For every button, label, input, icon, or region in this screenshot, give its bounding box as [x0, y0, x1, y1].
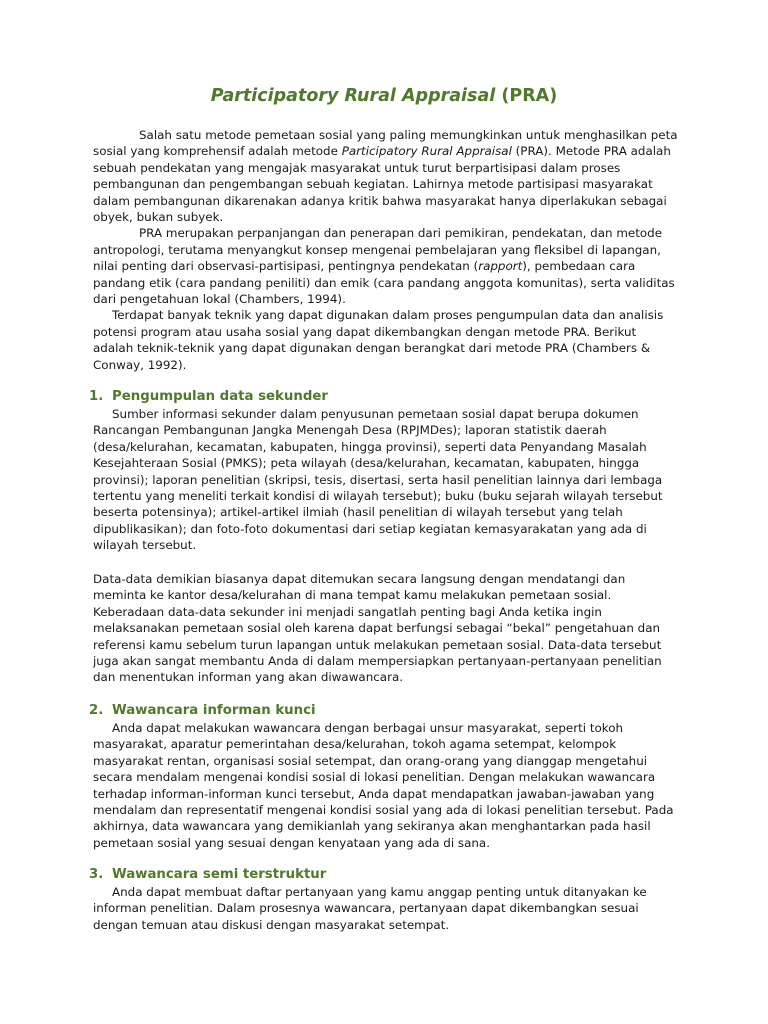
intro-paragraph-2: PRA merupakan perpanjangan dan penerapan dari pemikiran, pendekatan, dan metode antropologi, terutama menyangkut konsep mengenai pembelajaran yang fleksibel di lapangan, nilai penting dari observasi-partisipasi, pentingnya pendekatan (rapport), pembedaan cara pandang etik (cara pandang peniliti) dan emik (cara pandang anggota komunitas), serta validitas dari pengetahuan lokal (Chambers, 1994). [93, 226, 675, 307]
title-suffix: (PRA) [495, 86, 558, 106]
section-2-paragraph-1: Anda dapat melakukan wawancara dengan berbagai unsur masyarakat, seperti tokoh masyarakat, aparatur pemerintahan desa/kelurahan, tokoh agama setempat, kelompok masyarakat rentan, organisasi sosial setempat, dan orang-orang yang dianggap mengetahui secara mendalam mengenai kondisi sosial di lokasi penelitian. Dengan melakukan wawancara terhadap informan-informan kunci tersebut, Anda dapat mendapatkan jawaban-jawaban yang mendalam dan representatif mengenai kondisi sosial yang ada di lokasi penelitian tersebut. Pada akhirnya, data wawancara yang demikianlah yang sekiranya akan menghantarkan pada hasil pemetaan sosial yang sesuai dengan kenyataan yang ada di sana. [93, 721, 674, 850]
section-2-body [93, 720, 678, 851]
section-1-paragraph-1: Sumber informasi sekunder dalam penyusunan pemetaan sosial dapat berupa dokumen Rancangan Pembangunan Jangka Menengah Desa (RPJMDes); laporan statistik daerah (desa/kelurahan, kecamatan, kabupaten, hingga provinsi), seperti data Penyandang Masalah Kesejahteraan Sosial (PMKS); peta wilayah (desa/kelurahan, kecamatan, kabupaten, hingga provinsi); laporan penelitian (skripsi, tesis, disertasi, serta hasil penelitian lainnya dari lembaga tertentu yang meneliti terkait kondisi di wilayah tersebut); buku (buku sejarah wilayah tersebut beserta potensinya); artikel-artikel ilmiah (hasil penelitian di wilayah tersebut yang telah dipublikasikan); dan foto-foto dokumentasi dari setiap kegiatan kemasyarakatan yang ada di wilayah tersebut. [93, 407, 663, 553]
page-title [0, 86, 768, 106]
section-title: Wawancara informan kunci [112, 703, 316, 718]
section-number: 2. [89, 703, 104, 718]
section-3-body [93, 884, 678, 933]
section-title: Pengumpulan data sekunder [112, 389, 328, 404]
section-heading-1 [89, 389, 679, 404]
title-italic: Participatory Rural Appraisal [210, 86, 496, 106]
section-1-body [93, 406, 678, 554]
section-1-body-2 [93, 571, 678, 686]
section-number: 1. [89, 389, 104, 404]
section-1-paragraph-2: Data-data demikian biasanya dapat ditemukan secara langsung dengan mendatangi dan meminta ke kantor desa/kelurahan di mana tempat kamu melakukan pemetaan sosial. Keberadaan data-data sekunder ini menjadi sangatlah penting bagi Anda ketika ingin melaksanakan pemetaan sosial oleh karena dapat berfungsi sebagai “bekal” pengetahuan dan referensi kamu sebelum turun lapangan untuk melakukan pemetaan sosial. Data-data tersebut juga akan sangat membantu Anda di dalam mempersiapkan pertanyaan-pertanyaan penelitian dan menentukan informan yang akan diwawancara. [93, 572, 662, 685]
section-3-paragraph-1: Anda dapat membuat daftar pertanyaan yang kamu anggap penting untuk ditanyakan ke informan penelitian. Dalam prosesnya wawancara, pertanyaan dapat dikembangkan sesuai dengan temuan atau diskusi dengan masyarakat setempat. [93, 885, 647, 932]
section-title: Wawancara semi terstruktur [112, 867, 327, 882]
section-number: 3. [89, 867, 104, 882]
intro-block [93, 127, 678, 373]
section-heading-3 [89, 867, 679, 882]
intro-paragraph-3: Terdapat banyak teknik yang dapat digunakan dalam proses pengumpulan data dan analisis potensi program atau usaha sosial yang dapat dikembangkan dengan metode PRA. Berikut adalah teknik-teknik yang dapat digunakan dengan berangkat dari metode PRA (Chambers & Conway, 1992). [93, 308, 664, 372]
intro-paragraph-1: Salah satu metode pemetaan sosial yang paling memungkinkan untuk menghasilkan peta sosial yang komprehensif adalah metode Participatory Rural Appraisal (PRA). Metode PRA adalah sebuah pendekatan yang mengajak masyarakat untuk turut berpartisipasi dalam proses pembangunan dan pengembangan sebuah kegiatan. Lahirnya metode partisipasi masyarakat dalam pembangunan dikarenakan adanya kritik bahwa masyarakat hanya diperlakukan sebagai obyek, bukan subyek. [93, 128, 678, 225]
section-heading-2 [89, 703, 679, 718]
